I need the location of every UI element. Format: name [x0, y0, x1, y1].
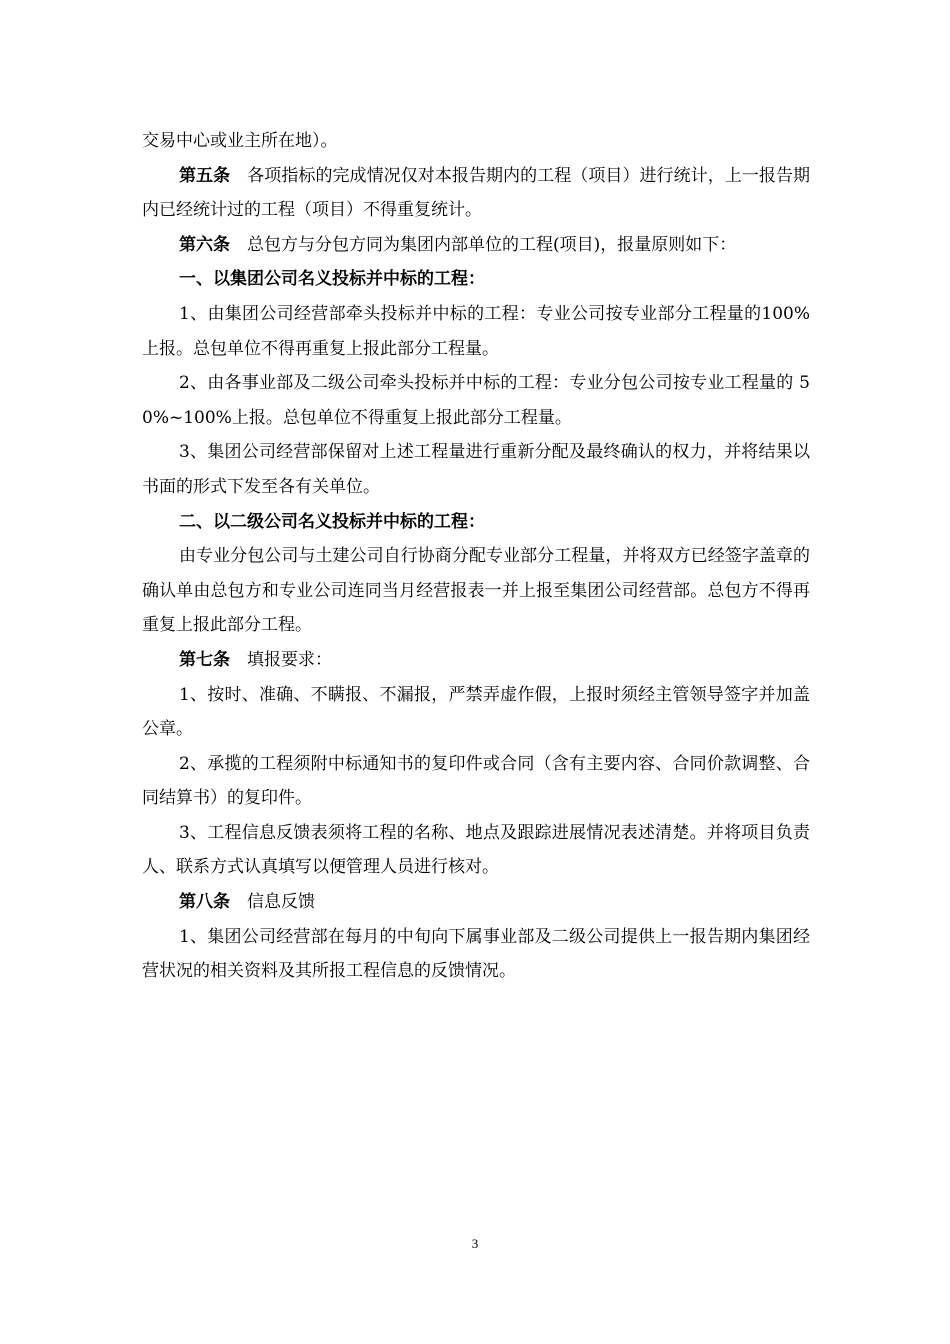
article-title: 第八条 [179, 892, 230, 913]
paragraph: 1、由集团公司经营部牵头投标并中标的工程：专业公司按专业部分工程量的100%上报。总包单位不得再重复上报此部分工程量。 [142, 303, 810, 359]
page-number: 3 [471, 1236, 479, 1251]
article-text: 信息反馈 [247, 892, 315, 913]
article-title: 第五条 [179, 165, 231, 186]
section-heading-1: 一、以集团公司名义投标并中标的工程： [179, 269, 485, 290]
paragraph: 3、集团公司经营部保留对上述工程量进行重新分配及最终确认的权力，并将结果以书面的形式下发至各有关单位。 [142, 442, 810, 497]
article-title: 第六条 [179, 234, 230, 255]
article-text: 总包方与分包方同为集团内部单位的工程(项目)，报量原则如下： [247, 234, 737, 255]
article-title: 第七条 [179, 649, 230, 670]
paragraph: 交易中心或业主所在地）。 [142, 131, 338, 151]
paragraph: 3、工程信息反馈表须将工程的名称、地点及跟踪进展情况表述清楚。并将项目负责人、联系方式认真填写以便管理人员进行核对。 [142, 822, 810, 878]
article-text: 填报要求： [247, 649, 332, 670]
article-7 [142, 643, 810, 678]
article-text: 各项指标的完成情况仅对本报告期内的工程（项目）进行统计，上一报告期内已经统计过的工程（项目）不得重复统计。 [142, 165, 811, 221]
paragraph: 2、由各事业部及二级公司牵头投标并中标的工程：专业分包公司按专业工程量的 50%~100%上报。总包单位不得重复上报此部分工程量。 [142, 373, 810, 428]
article-5 [142, 159, 810, 228]
article-6 [142, 228, 810, 263]
document-body [142, 124, 810, 989]
paragraph: 1、按时、准确、不瞒报、不漏报，严禁弄虚作假，上报时须经主管领导签字并加盖公章。 [142, 684, 810, 740]
paragraph: 1、集团公司经营部在每月的中旬向下属事业部及二级公司提供上一报告期内集团经营状况的相关资料及其所报工程信息的反馈情况。 [142, 926, 810, 982]
article-8 [142, 885, 810, 920]
paragraph: 由专业分包公司与土建公司自行协商分配专业部分工程量，并将双方已经签字盖章的确认单由总包方和专业公司连同当月经营报表一并上报至集团公司经营部。总包方不得再重复上报此部分工程。 [142, 546, 810, 636]
paragraph: 2、承揽的工程须附中标通知书的复印件或合同（含有主要内容、合同价款调整、合同结算书）的复印件。 [142, 753, 810, 809]
section-heading-2: 二、以二级公司名义投标并中标的工程： [179, 511, 485, 532]
